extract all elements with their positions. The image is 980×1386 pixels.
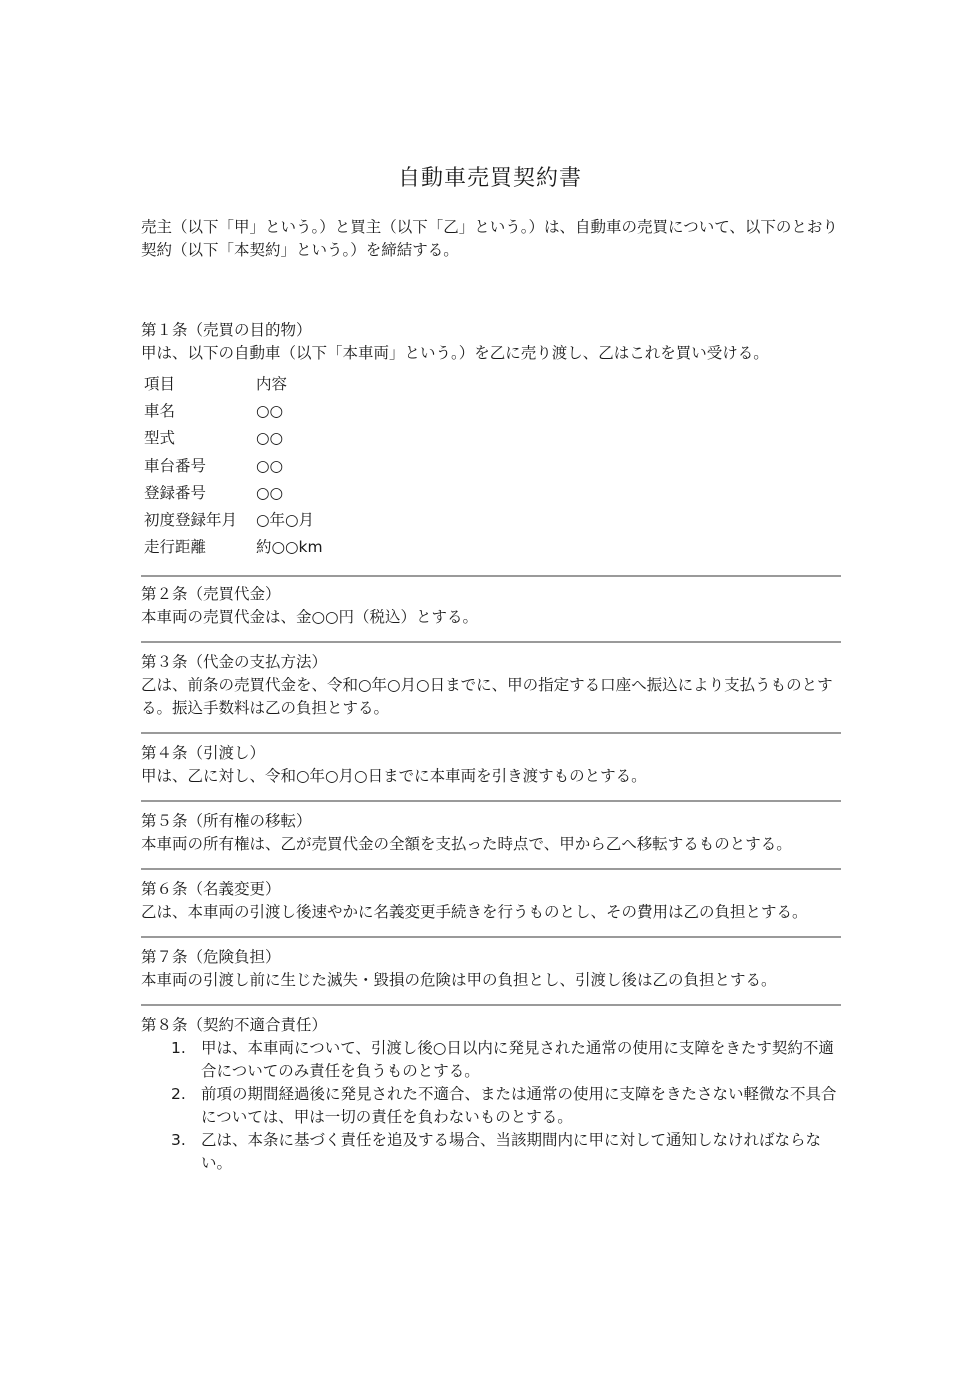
- article-text: 乙は、前条の売買代金を、令和○年○月○日までに、甲の指定する口座へ振込により支払うものとする。振込手数料は乙の負担とする。: [141, 676, 833, 718]
- table-row: [144, 453, 323, 480]
- table-row: [144, 534, 323, 561]
- article-text: 甲は、乙に対し、令和○年○月○日までに本車両を引き渡すものとする。: [141, 767, 647, 786]
- list-item-number: 2.: [171, 1085, 186, 1104]
- table-cell-value: ○○: [256, 402, 284, 421]
- list-item-text: 乙は、本条に基づく責任を追及する場合、当該期間内に甲に対して通知しなければならない。: [201, 1131, 822, 1173]
- document-body: [141, 216, 841, 1175]
- article-heading: 第７条（危険負担）: [141, 948, 281, 967]
- article-heading: 第６条（名義変更）: [141, 880, 281, 899]
- table-cell-value: ○○: [256, 429, 284, 448]
- article-4: [141, 742, 841, 788]
- section-divider: [141, 868, 841, 870]
- list-item-number: 3.: [171, 1131, 186, 1150]
- table-cell-key: 車台番号: [144, 456, 207, 475]
- table-cell-value: ○年○月: [256, 511, 315, 530]
- section-divider: [141, 1004, 841, 1006]
- table-row: [144, 480, 323, 507]
- article-text: 乙は、本車両の引渡し後速やかに名義変更手続きを行うものとし、その費用は乙の負担とする。: [141, 903, 808, 922]
- table-cell-key: 初度登録年月: [144, 511, 238, 530]
- section-divider: [141, 575, 841, 577]
- vehicle-spec-table: [144, 371, 323, 561]
- table-header-cell: 項目: [144, 375, 176, 394]
- document-title: 自動車売買契約書: [397, 166, 582, 191]
- section-divider: [141, 732, 841, 734]
- intro-paragraph: 売主（以下「甲」という。）と買主（以下「乙」という。）は、自動車の売買について、以下のとおり契約（以下「本契約」という。）を締結する。: [141, 218, 838, 259]
- list-item-text: 前項の期間経過後に発見された不適合、または通常の使用に支障をきたさない軽微な不具合については、甲は一切の責任を負わないものとする。: [201, 1085, 837, 1127]
- list-item: [141, 1129, 841, 1175]
- list-item: [141, 1037, 841, 1083]
- table-row: [144, 425, 323, 452]
- table-cell-key: 型式: [144, 429, 176, 448]
- table-row: [144, 398, 323, 425]
- article-heading: 第１条（売買の目的物）: [141, 321, 312, 339]
- list-item: [141, 1083, 841, 1129]
- article-text: 甲は、以下の自動車（以下「本車両」という。）を乙に売り渡し、乙はこれを買い受ける。: [141, 344, 769, 362]
- article-3: [141, 651, 841, 720]
- article-heading: 第２条（売買代金）: [141, 585, 281, 604]
- table-cell-value: ○○: [256, 483, 284, 502]
- article-heading: 第４条（引渡し）: [141, 744, 266, 763]
- article-1: [141, 319, 841, 561]
- table-cell-key: 車名: [144, 402, 176, 421]
- list-item-number: 1.: [171, 1039, 186, 1058]
- article-heading: 第５条（所有権の移転）: [141, 812, 312, 831]
- table-cell-key: 走行距離: [144, 538, 207, 557]
- article-text: 本車両の売買代金は、金○○円（税込）とする。: [141, 608, 479, 627]
- section-divider: [141, 936, 841, 938]
- table-row: [144, 507, 323, 534]
- article-heading: 第８条（契約不適合責任）: [141, 1016, 328, 1035]
- list-item-text: 甲は、本車両について、引渡し後○日以内に発見された通常の使用に支障をきたす契約不適合についてのみ責任を負うものとする。: [201, 1039, 834, 1081]
- section-divider: [141, 800, 841, 802]
- article-5: [141, 810, 841, 856]
- article-text: 本車両の引渡し前に生じた滅失・毀損の危険は甲の負担とし、引渡し後は乙の負担とする。: [141, 971, 777, 990]
- article-text: 本車両の所有権は、乙が売買代金の全額を支払った時点で、甲から乙へ移転するものとする。: [141, 835, 792, 854]
- article-heading: 第３条（代金の支払方法）: [141, 653, 328, 672]
- section-divider: [141, 641, 841, 643]
- table-header-cell: 内容: [256, 375, 288, 394]
- article-2: [141, 583, 841, 629]
- table-cell-value: ○○: [256, 456, 284, 475]
- numbered-list: [141, 1037, 841, 1175]
- article-7: [141, 946, 841, 992]
- table-cell-key: 登録番号: [144, 483, 207, 502]
- article-8: [141, 1014, 841, 1175]
- article-6: [141, 878, 841, 924]
- table-header-row: [144, 371, 323, 398]
- table-cell-value: 約○○km: [256, 538, 323, 557]
